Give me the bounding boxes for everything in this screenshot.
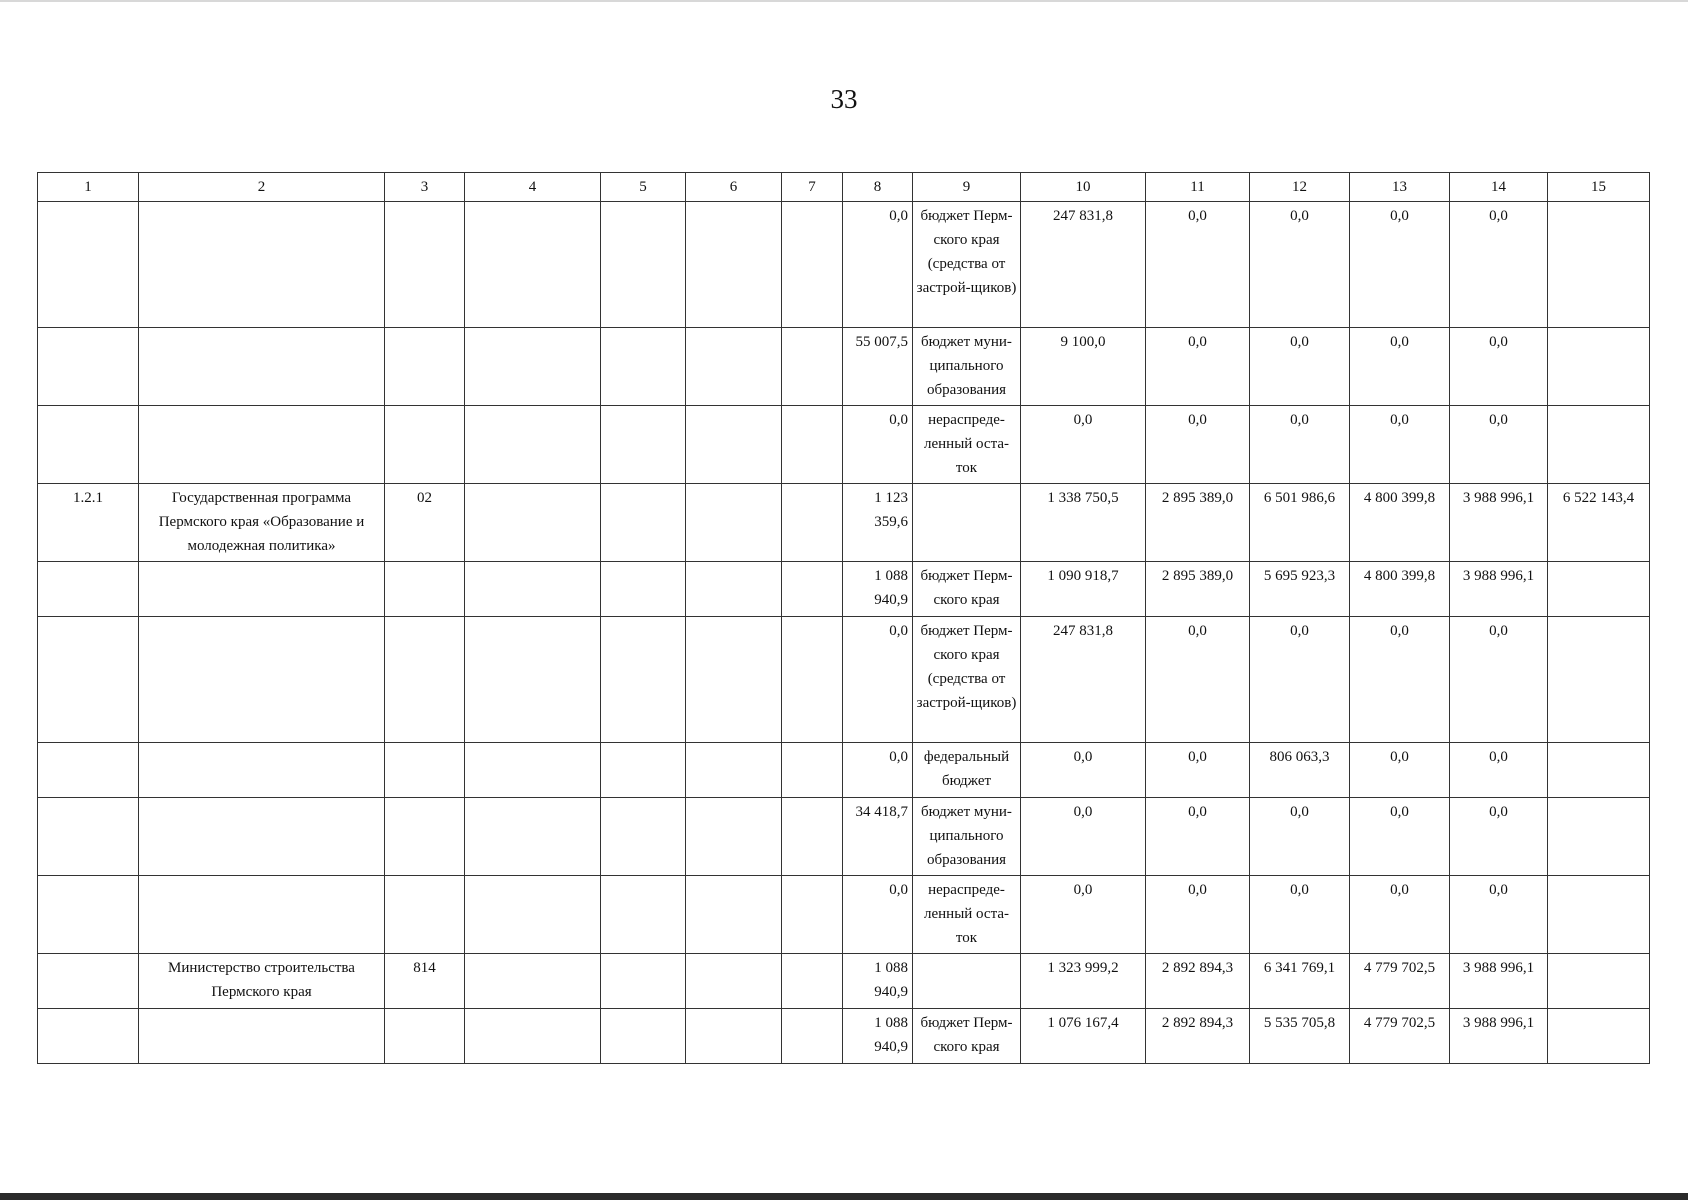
header-cell: 7 <box>782 173 843 202</box>
table-row <box>38 484 1650 562</box>
table-cell <box>782 798 843 876</box>
table-cell: 814 <box>385 954 465 1009</box>
table-cell: 0,0 <box>1350 328 1450 406</box>
header-cell: 9 <box>913 173 1021 202</box>
table-cell: бюджет Перм-ского края <box>913 562 1021 617</box>
table-cell: 0,0 <box>1450 328 1548 406</box>
table-cell <box>601 202 686 328</box>
table-cell: 0,0 <box>1021 798 1146 876</box>
table-cell: 0,0 <box>1146 798 1250 876</box>
table-body <box>38 173 1650 1064</box>
table-cell <box>782 876 843 954</box>
table-cell <box>385 202 465 328</box>
table-cell: 4 779 702,5 <box>1350 954 1450 1009</box>
table-cell: 0,0 <box>843 202 913 328</box>
table-cell <box>38 954 139 1009</box>
table-cell: бюджет Перм-ского края <box>913 1009 1021 1064</box>
header-row <box>38 173 1650 202</box>
table-cell <box>465 406 601 484</box>
table-cell: 1 338 750,5 <box>1021 484 1146 562</box>
table-cell <box>601 954 686 1009</box>
table-cell: 1 088 940,9 <box>843 562 913 617</box>
table-cell <box>601 1009 686 1064</box>
table-cell <box>385 328 465 406</box>
table-cell: 0,0 <box>1350 798 1450 876</box>
table-cell <box>782 562 843 617</box>
table-cell: 5 695 923,3 <box>1250 562 1350 617</box>
table-cell <box>782 328 843 406</box>
table-cell: 2 895 389,0 <box>1146 562 1250 617</box>
table-cell <box>465 743 601 798</box>
table-cell <box>139 876 385 954</box>
table-cell <box>385 617 465 743</box>
header-cell: 10 <box>1021 173 1146 202</box>
table-cell <box>1548 1009 1650 1064</box>
table-cell <box>139 798 385 876</box>
table-cell <box>686 406 782 484</box>
header-cell: 14 <box>1450 173 1548 202</box>
table-cell: 0,0 <box>1450 876 1548 954</box>
table-cell: 2 892 894,3 <box>1146 1009 1250 1064</box>
page-number-text: 33 <box>830 84 858 114</box>
table-cell <box>1548 876 1650 954</box>
table-cell <box>465 798 601 876</box>
table-row <box>38 328 1650 406</box>
table-cell: 1.2.1 <box>38 484 139 562</box>
bottom-edge <box>0 1193 1688 1200</box>
table-cell <box>38 406 139 484</box>
table-cell: 0,0 <box>1146 876 1250 954</box>
header-cell: 4 <box>465 173 601 202</box>
table-cell: 2 892 894,3 <box>1146 954 1250 1009</box>
table-cell <box>38 798 139 876</box>
table-cell <box>139 743 385 798</box>
table-cell: 2 895 389,0 <box>1146 484 1250 562</box>
table-cell <box>601 406 686 484</box>
table-cell: 5 535 705,8 <box>1250 1009 1350 1064</box>
table-cell: Государственная программа Пермского края «Образование и молодежная политика» <box>139 484 385 562</box>
header-cell: 11 <box>1146 173 1250 202</box>
table-cell <box>38 202 139 328</box>
table-cell <box>465 328 601 406</box>
table-cell <box>1548 562 1650 617</box>
table-cell: 6 341 769,1 <box>1250 954 1350 1009</box>
table-cell: 0,0 <box>1146 328 1250 406</box>
table-cell <box>782 617 843 743</box>
table-cell: 0,0 <box>843 406 913 484</box>
table-cell: 0,0 <box>1450 617 1548 743</box>
table-cell: 247 831,8 <box>1021 202 1146 328</box>
table-cell: 6 501 986,6 <box>1250 484 1350 562</box>
table-cell: 0,0 <box>1146 406 1250 484</box>
table-cell: бюджет муни-ципального образования <box>913 798 1021 876</box>
table-cell <box>1548 954 1650 1009</box>
table-cell <box>686 484 782 562</box>
table-cell: бюджет Перм-ского края (средства от застрой-щиков) <box>913 617 1021 743</box>
table-cell <box>686 743 782 798</box>
table-cell: 0,0 <box>1250 617 1350 743</box>
table-cell <box>913 954 1021 1009</box>
header-cell: 2 <box>139 173 385 202</box>
table-cell: 4 800 399,8 <box>1350 484 1450 562</box>
table-cell: 0,0 <box>1450 202 1548 328</box>
header-cell: 15 <box>1548 173 1650 202</box>
header-cell: 8 <box>843 173 913 202</box>
table-cell: нераспреде-ленный оста-ток <box>913 406 1021 484</box>
table-cell <box>139 406 385 484</box>
table-row <box>38 876 1650 954</box>
table-cell <box>601 798 686 876</box>
table-cell: 0,0 <box>1350 406 1450 484</box>
table-cell: 0,0 <box>1450 798 1548 876</box>
table-cell <box>139 328 385 406</box>
table-cell: 1 088 940,9 <box>843 1009 913 1064</box>
table-cell <box>139 1009 385 1064</box>
table-cell: 0,0 <box>843 876 913 954</box>
table-cell <box>1548 328 1650 406</box>
table-cell: 0,0 <box>843 743 913 798</box>
table-cell: бюджет Перм-ского края (средства от застрой-щиков) <box>913 202 1021 328</box>
table-cell: 3 988 996,1 <box>1450 562 1548 617</box>
table-cell <box>1548 617 1650 743</box>
page-number <box>0 84 1688 115</box>
table-cell: 3 988 996,1 <box>1450 484 1548 562</box>
table-cell: Министерство строительства Пермского края <box>139 954 385 1009</box>
table-cell: 1 088 940,9 <box>843 954 913 1009</box>
table-cell <box>38 1009 139 1064</box>
table-cell <box>686 954 782 1009</box>
table-cell <box>385 1009 465 1064</box>
table-cell <box>601 484 686 562</box>
table-cell <box>1548 743 1650 798</box>
table-row <box>38 743 1650 798</box>
table-cell <box>782 484 843 562</box>
table-cell: 0,0 <box>1350 876 1450 954</box>
header-cell: 5 <box>601 173 686 202</box>
table-cell <box>686 798 782 876</box>
table-cell <box>385 743 465 798</box>
table-cell: 0,0 <box>1250 798 1350 876</box>
table-cell <box>782 202 843 328</box>
table-cell <box>465 954 601 1009</box>
table-cell <box>686 617 782 743</box>
table-cell <box>38 617 139 743</box>
table-cell <box>385 406 465 484</box>
table-cell: 0,0 <box>1350 202 1450 328</box>
table-cell: 55 007,5 <box>843 328 913 406</box>
table-cell: 0,0 <box>843 617 913 743</box>
table-cell: 0,0 <box>1146 617 1250 743</box>
table-cell <box>601 328 686 406</box>
table-cell <box>465 1009 601 1064</box>
table-cell: 0,0 <box>1021 876 1146 954</box>
table-cell <box>601 617 686 743</box>
table-cell <box>686 202 782 328</box>
table-cell <box>686 1009 782 1064</box>
table-row <box>38 1009 1650 1064</box>
table-cell <box>385 876 465 954</box>
table-cell <box>38 743 139 798</box>
table-cell: 3 988 996,1 <box>1450 954 1548 1009</box>
header-cell: 6 <box>686 173 782 202</box>
table-row <box>38 617 1650 743</box>
table-cell: 0,0 <box>1350 743 1450 798</box>
table-cell <box>601 562 686 617</box>
table-cell <box>601 743 686 798</box>
table-cell: 4 800 399,8 <box>1350 562 1450 617</box>
table-row <box>38 406 1650 484</box>
table-cell: 1 323 999,2 <box>1021 954 1146 1009</box>
table-cell: 3 988 996,1 <box>1450 1009 1548 1064</box>
table-cell: 02 <box>385 484 465 562</box>
table-cell: 1 123 359,6 <box>843 484 913 562</box>
table-cell: 806 063,3 <box>1250 743 1350 798</box>
table-cell <box>139 562 385 617</box>
table-cell: 0,0 <box>1021 743 1146 798</box>
table-cell: нераспреде-ленный оста-ток <box>913 876 1021 954</box>
table-cell <box>601 876 686 954</box>
table-cell <box>686 562 782 617</box>
table-cell: 0,0 <box>1250 328 1350 406</box>
table-cell: федеральный бюджет <box>913 743 1021 798</box>
table-cell <box>385 562 465 617</box>
table-cell: 1 076 167,4 <box>1021 1009 1146 1064</box>
table-cell: 0,0 <box>1146 202 1250 328</box>
table-cell: 0,0 <box>1021 406 1146 484</box>
table-cell <box>686 328 782 406</box>
top-edge <box>0 0 1688 2</box>
header-cell: 12 <box>1250 173 1350 202</box>
table-cell: 247 831,8 <box>1021 617 1146 743</box>
header-cell: 1 <box>38 173 139 202</box>
table-cell: 6 522 143,4 <box>1548 484 1650 562</box>
table-row <box>38 562 1650 617</box>
table-cell <box>782 406 843 484</box>
header-cell: 13 <box>1350 173 1450 202</box>
table-cell <box>139 617 385 743</box>
table-cell <box>38 562 139 617</box>
table-cell: 1 090 918,7 <box>1021 562 1146 617</box>
table-cell <box>1548 798 1650 876</box>
table-cell: 0,0 <box>1250 202 1350 328</box>
table-cell <box>913 484 1021 562</box>
table-row <box>38 798 1650 876</box>
table-cell <box>465 202 601 328</box>
table-cell <box>782 743 843 798</box>
table-cell <box>385 798 465 876</box>
table-cell <box>1548 202 1650 328</box>
table-cell <box>139 202 385 328</box>
table-cell: 0,0 <box>1450 406 1548 484</box>
table-cell <box>686 876 782 954</box>
table-cell: 34 418,7 <box>843 798 913 876</box>
table-cell: 9 100,0 <box>1021 328 1146 406</box>
table-cell: 0,0 <box>1250 876 1350 954</box>
table-cell: 4 779 702,5 <box>1350 1009 1450 1064</box>
table-cell <box>465 562 601 617</box>
table-row <box>38 954 1650 1009</box>
table-cell: 0,0 <box>1450 743 1548 798</box>
header-cell: 3 <box>385 173 465 202</box>
table-cell <box>465 876 601 954</box>
table-row <box>38 202 1650 328</box>
table-cell: бюджет муни-ципального образования <box>913 328 1021 406</box>
table-cell <box>38 328 139 406</box>
table-cell <box>1548 406 1650 484</box>
table-cell <box>782 1009 843 1064</box>
table-cell <box>465 484 601 562</box>
table-cell <box>465 617 601 743</box>
table-cell <box>782 954 843 1009</box>
table-cell: 0,0 <box>1250 406 1350 484</box>
table-cell <box>38 876 139 954</box>
table-cell: 0,0 <box>1146 743 1250 798</box>
table-cell: 0,0 <box>1350 617 1450 743</box>
budget-table <box>37 172 1650 1064</box>
